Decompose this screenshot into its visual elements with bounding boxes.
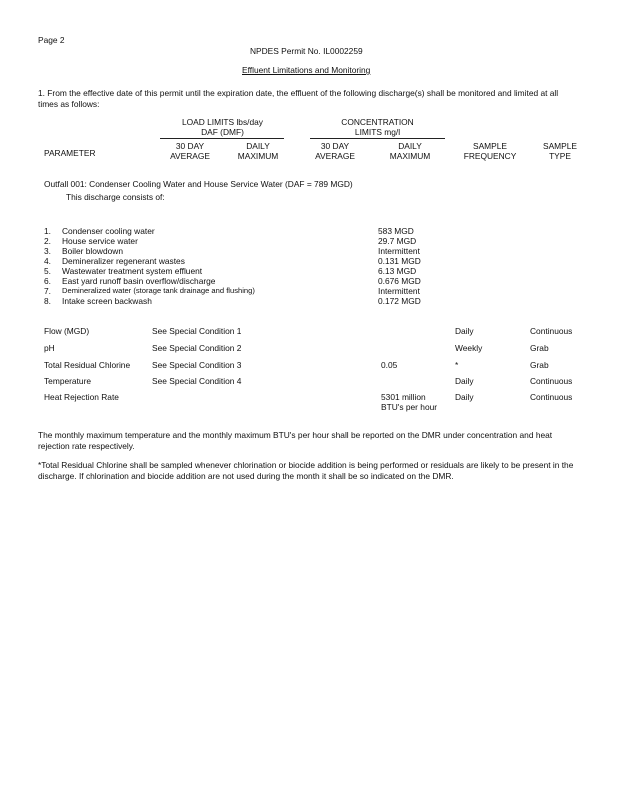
conc-daily-line1: DAILY <box>398 141 422 151</box>
discharge-name: Demineralized water (storage tank drainage and flushing) <box>62 286 255 295</box>
param-type: Continuous <box>530 326 573 336</box>
param-type: Continuous <box>530 392 573 402</box>
load-limits-header-2: DAF (DMF) <box>201 127 244 137</box>
discharge-num: 6. <box>44 276 51 286</box>
load-limits-underline <box>160 138 284 139</box>
discharge-value: 29.7 MGD <box>378 236 417 246</box>
conc-limits-underline <box>310 138 445 139</box>
param-name: Flow (MGD) <box>44 326 90 336</box>
note-temperature: The monthly maximum temperature and the monthly maximum BTU's per hour shall be reported on the DMR under concentration and heat rejection rate respectively. <box>38 430 553 451</box>
type-line1: SAMPLE <box>543 141 577 151</box>
param-frequency: Weekly <box>455 343 483 353</box>
discharge-value: 6.13 MGD <box>378 266 417 276</box>
page-label: Page 2 <box>38 35 65 45</box>
discharge-num: 3. <box>44 246 51 256</box>
parameter-header: PARAMETER <box>44 148 96 158</box>
load-daily-line1: DAILY <box>246 141 270 151</box>
load-30day-header <box>160 141 220 161</box>
discharge-num: 5. <box>44 266 51 276</box>
discharge-value: Intermittent <box>378 246 420 256</box>
param-frequency: * <box>455 360 459 370</box>
discharge-value: 0.131 MGD <box>378 256 421 266</box>
frequency-line2: FREQUENCY <box>463 151 517 162</box>
param-name: pH <box>44 343 55 353</box>
discharge-num: 2. <box>44 236 51 246</box>
conc-limits-header-2: LIMITS mg/l <box>354 127 401 137</box>
param-heat-unit: BTU's per hour <box>381 402 438 412</box>
discharge-num: 8. <box>44 296 51 306</box>
conc-daily-header <box>380 141 440 161</box>
discharge-name: Condenser cooling water <box>62 226 155 236</box>
permit-number: NPDES Permit No. IL0002259 <box>250 46 363 56</box>
load-30day-line2: AVERAGE <box>170 151 210 162</box>
note-chlorine: *Total Residual Chlorine shall be sampled whenever chlorination or biocide addition is being performed or residuals are likely to be present in the discharge. If chlorination and biocide addition are not used during the month it shall be so indicated on the DMR. <box>38 460 574 481</box>
conc-daily-line2: MAXIMUM <box>389 151 431 162</box>
param-limit: See Special Condition 2 <box>152 343 242 353</box>
load-limits-header-1: LOAD LIMITS lbs/day <box>182 117 263 127</box>
discharge-num: 1. <box>44 226 51 236</box>
discharge-value: Intermittent <box>378 286 420 296</box>
load-daily-line2: MAXIMUM <box>237 151 279 162</box>
param-type: Continuous <box>530 376 573 386</box>
param-limit: See Special Condition 4 <box>152 376 242 386</box>
param-limit: See Special Condition 1 <box>152 326 242 336</box>
param-name: Temperature <box>44 376 92 386</box>
conc-30day-header <box>305 141 365 161</box>
param-conc-30day: 0.05 <box>381 360 398 370</box>
frequency-line1: SAMPLE <box>473 141 507 151</box>
param-frequency: Daily <box>455 376 474 386</box>
conc-30day-line2: AVERAGE <box>315 151 355 162</box>
discharge-num: 4. <box>44 256 51 266</box>
param-name: Heat Rejection Rate <box>44 392 119 402</box>
param-frequency: Daily <box>455 392 474 402</box>
discharge-name: Demineralizer regenerant wastes <box>62 256 185 266</box>
param-frequency: Daily <box>455 326 474 336</box>
param-name: Total Residual Chlorine <box>44 360 131 370</box>
discharge-name: House service water <box>62 236 138 246</box>
discharge-value: 0.676 MGD <box>378 276 421 286</box>
discharge-name: East yard runoff basin overflow/discharge <box>62 276 216 286</box>
discharge-num: 7. <box>44 286 51 296</box>
load-30day-line1: 30 DAY <box>175 141 205 151</box>
conc-limits-header-1: CONCENTRATION <box>341 117 414 127</box>
type-header <box>530 141 590 161</box>
intro-paragraph: 1. From the effective date of this permit until the expiration date, the effluent of the following discharge(s) shall be monitored and limited at all times as follows: <box>38 88 559 109</box>
param-limit: See Special Condition 3 <box>152 360 242 370</box>
param-type: Grab <box>530 360 549 370</box>
param-heat-value: 5301 million <box>381 392 426 402</box>
discharge-name: Wastewater treatment system effluent <box>62 266 203 276</box>
discharge-value: 0.172 MGD <box>378 296 421 306</box>
param-type: Grab <box>530 343 549 353</box>
discharge-value: 583 MGD <box>378 226 414 236</box>
section-title: Effluent Limitations and Monitoring <box>242 65 371 75</box>
discharge-name: Intake screen backwash <box>62 296 152 306</box>
discharge-name: Boiler blowdown <box>62 246 123 256</box>
type-line2: TYPE <box>549 151 571 162</box>
load-daily-header <box>228 141 288 161</box>
outfall-title: Outfall 001: Condenser Cooling Water and House Service Water (DAF = 789 MGD) <box>44 179 353 189</box>
conc-30day-line1: 30 DAY <box>320 141 350 151</box>
frequency-header <box>455 141 525 161</box>
discharge-consists: This discharge consists of: <box>66 192 165 202</box>
